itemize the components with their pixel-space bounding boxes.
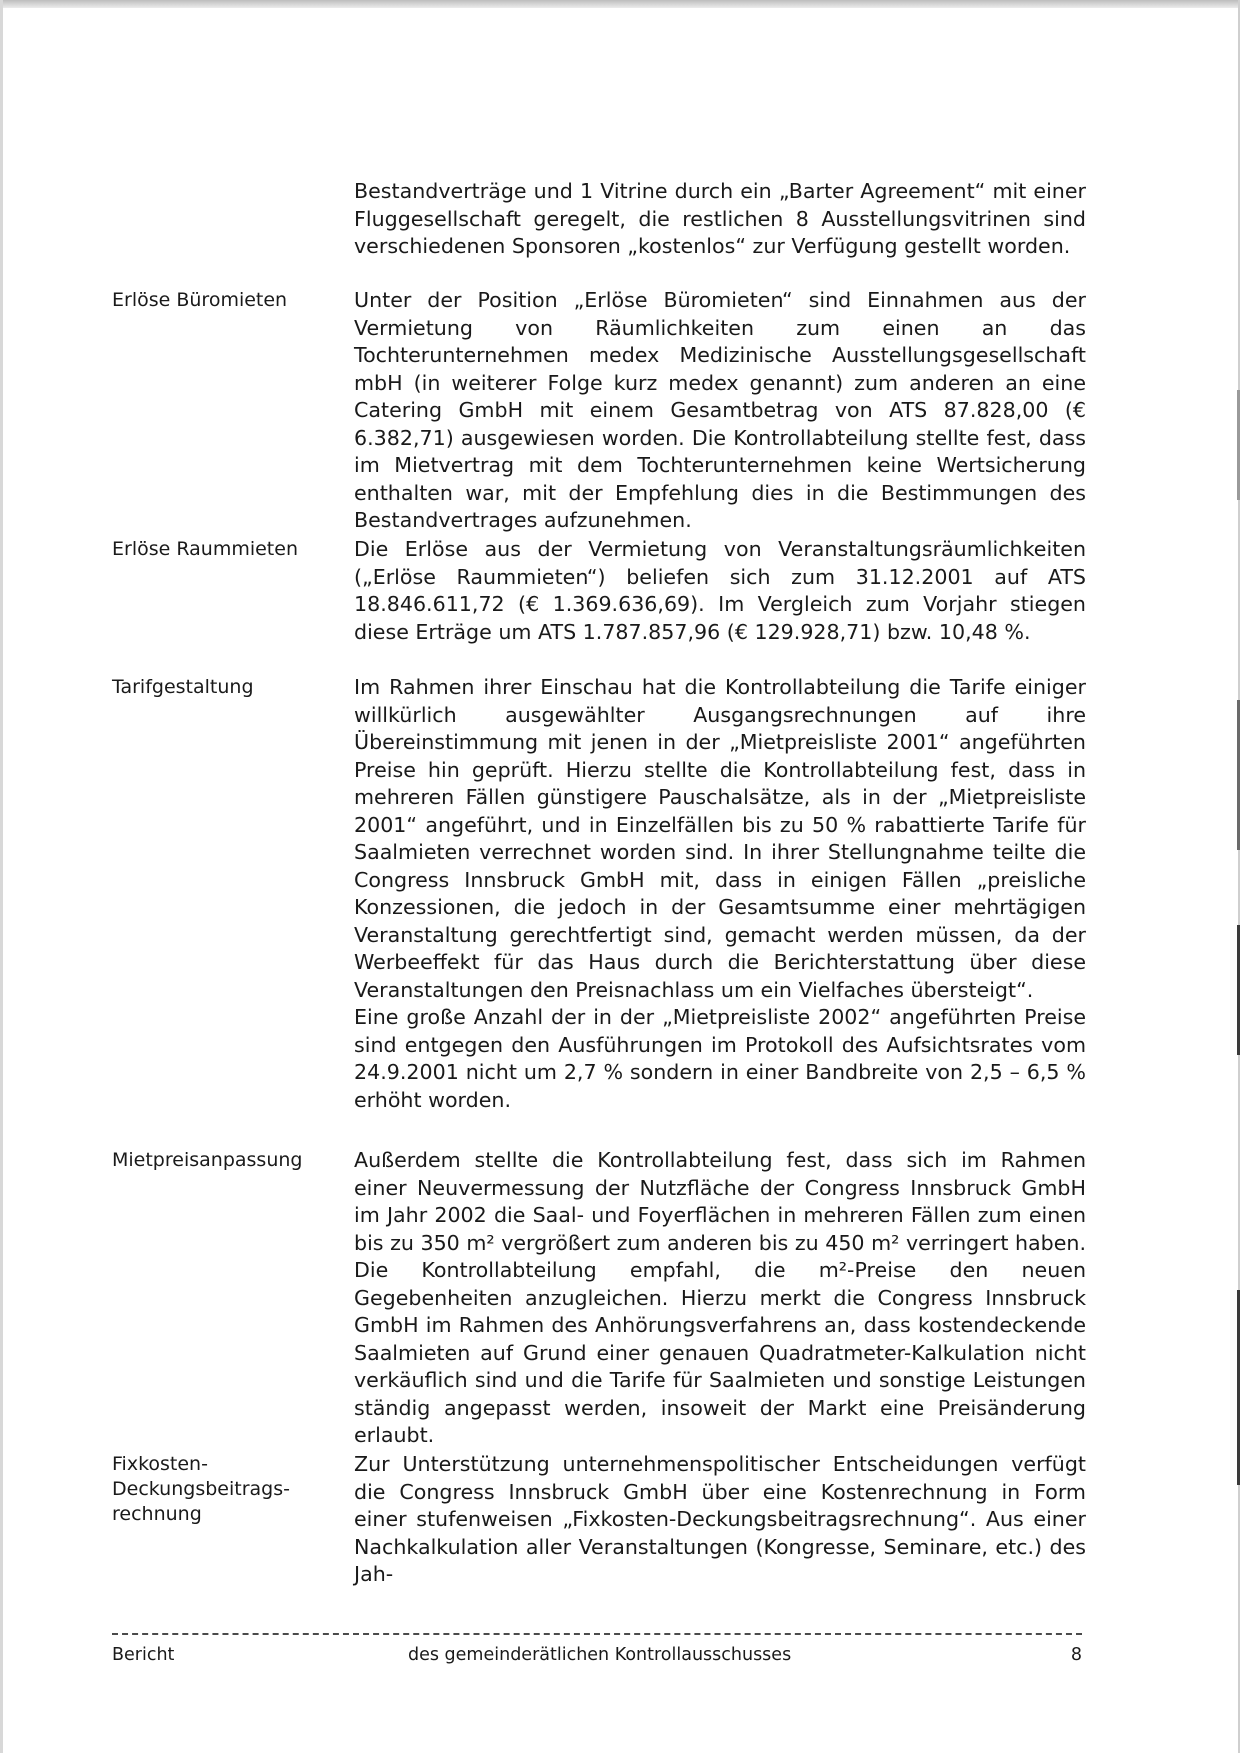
footer-divider [112, 1633, 1082, 1635]
section-text: Die Erlöse aus der Vermietung von Veranstaltungsräumlichkeiten („Erlöse Raummieten“) beliefen sich zum 31.12.2001 auf ATS 18.846.611,72 (€ 1.369.636,69). Im Vergleich zum Vorjahr stiegen diese Erträge um ATS 1.787.857,96 (€ 129.928,71) bzw. 10,48 %. [354, 537, 1086, 644]
margin-label: Erlöse Büromieten [112, 289, 288, 311]
intro-paragraph: Bestandverträge und 1 Vitrine durch ein „Barter Agreement“ mit einer Fluggesellschaft geregelt, die restlichen 8 Ausstellungsvitrinen sind verschiedenen Sponsoren „kostenlos“ zur Verfügung gestellt worden. [354, 179, 1086, 258]
margin-label: Erlöse Raummieten [112, 538, 298, 560]
section-text-continued: Eine große Anzahl der in der „Mietpreisliste 2002“ angeführten Preise sind entgegen den Ausführungen im Protokoll des Aufsichtsrates vom 24.9.2001 nicht um 2,7 % sondern in einer Bandbreite von 2,5 – 6,5 % erhöht worden. [354, 1005, 1086, 1112]
scan-edge-top [0, 0, 1240, 8]
margin-label: Mietpreisanpassung [112, 1149, 303, 1171]
page-number: 8 [1070, 1645, 1082, 1665]
section-text: Zur Unterstützung unternehmenspolitischer Entscheidungen verfügt die Congress Innsbruck GmbH über eine Kostenrechnung in Form einer stufenweisen „Fixkosten-Deckungsbeitragsrechnung“. Aus einer Nachkalkulation aller Veranstaltungen (Kongresse, Seminare, etc.) des Jah- [354, 1452, 1086, 1586]
section-text: Im Rahmen ihrer Einschau hat die Kontrollabteilung die Tarife einiger willkürlich ausgewählter Ausgangsrechnungen auf ihre Übereinstimmung mit jenen in der „Mietpreisliste 2001“ angeführten Preise hin geprüft. Hierzu stellte die Kontrollabteilung fest, dass in mehreren Fällen günstigere Pauschalsätze, als in der „Mietpreisliste 2001“ angeführt, und in Einzelfällen bis zu 50 % rabattierte Tarife für Saalmieten verrechnet worden sind. In ihrer Stellungnahme teilte die Congress Innsbruck GmbH mit, dass in einigen Fällen „preisliche Konzessionen, die jedoch in der Gesamtsumme einer mehrtägigen Veranstaltung gerechtfertigt sind, gemacht werden müssen, da der Werbeeffekt für das Haus durch die Berichterstattung über diese Veranstaltungen den Preisnachlass um ein Vielfaches übersteigt“. [354, 675, 1086, 1002]
margin-label: Fixkosten- Deckungsbeitrags- rechnung [112, 1453, 290, 1525]
section-text: Unter der Position „Erlöse Büromieten“ sind Einnahmen aus der Vermietung von Räumlichkeiten zum einen an das Tochterunternehmen medex Medizinische Ausstellungsgesellschaft mbH (in weiterer Folge kurz medex genannt) zum anderen an eine Catering GmbH mit einem Gesamtbetrag von ATS 87.828,00 (€ 6.382,71) ausgewiesen worden. Die Kontrollabteilung stellte fest, dass im Mietvertrag mit dem Tochterunternehmen keine Wertsicherung enthalten war, mit der Empfehlung dies in die Bestimmungen des Bestandvertrages aufzunehmen. [354, 288, 1086, 532]
footer-left-text: Bericht [112, 1645, 175, 1665]
page-footer [112, 1643, 1082, 1667]
margin-label: Tarifgestaltung [112, 676, 254, 698]
section-text: Außerdem stellte die Kontrollabteilung fest, dass sich im Rahmen einer Neuvermessung der Nutzfläche der Congress Innsbruck GmbH im Jahr 2002 die Saal- und Foyerflächen in mehreren Fällen zum einen bis zu 350 m² vergrößert zum anderen bis zu 450 m² verringert haben. Die Kontrollabteilung empfahl, die m²-Preise den neuen Gegebenheiten anzugleichen. Hierzu merkt die Congress Innsbruck GmbH im Rahmen des Anhörungsverfahrens an, dass kostendeckende Saalmieten auf Grund einer genauen Quadratmeter-Kalkulation nicht verkäuflich sind und die Tarife für Saalmieten und sonstige Leistungen ständig angepasst werden, insoweit der Markt eine Preisänderung erlaubt. [354, 1148, 1086, 1447]
footer-center-text: des gemeinderätlichen Kontrollausschusses [408, 1645, 792, 1665]
scan-edge-left [0, 0, 3, 1753]
